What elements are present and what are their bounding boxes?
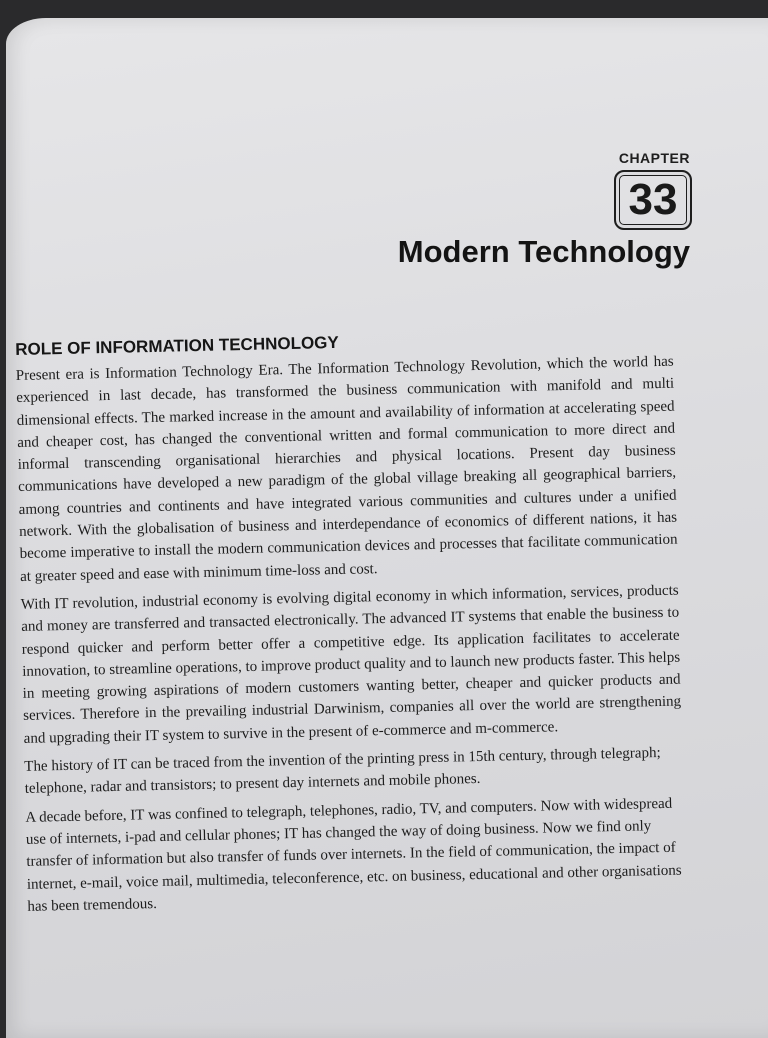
paragraph-history: The history of IT can be traced from the invention of the printing press in 15th century, through telegraph; telephone, radar and transistors; to present day internets and mobile phones.: [24, 745, 661, 798]
section-heading: ROLE OF INFORMATION TECHNOLOGY: [15, 332, 339, 359]
chapter-title: Modern Technology: [397, 234, 690, 269]
paragraph-digital-economy: With IT revolution, industrial economy is evolving digital economy in which information, services, products and money are transferred and transacted electronically. The advanced IT systems that enable the business to respond quicker and perform better offer a competitive edge. Its application facilitates to accelerate innovation, to streamline operations, to improve product quality and to launch new products faster. This helps in meeting growing aspirations of modern customers wanting better, cheaper and quicker products and services. Therefore in the prevailing industrial Darwinism, companies all over the world are strengthening and upgrading their IT system to survive in the present of e-commerce and m-commerce.: [20, 582, 682, 747]
page-content: [15, 326, 686, 924]
paragraph-decade-before: A decade before, IT was confined to telegraph, telephones, radio, TV, and computers. Now with widespread use of internets, i-pad and cellular phones; IT has changed the way of doing business. Now we find only transfer of information but also transfer of funds over internets. In the field of communication, the impact of internet, e-mail, voice mail, multimedia, teleconference, etc. on business, educational and other organisations has been tremendous.: [25, 795, 682, 915]
paragraph-it-era: Present era is Information Technology Era. The Information Technology Revolution, which the world has experienced in last decade, has transformed the business communication with manifold and multi dimensional effects. The marked increase in the amount and availability of information at accelerating speed and cheaper cost, has changed the conventional written and formal communication to more direct and informal transcending organisational hierarchies and physical locations. Present day business communications have developed a new paradigm of the global village breaking all geographical barriers, among countries and continents and have integrated various communities and cultures under a unified network. With the globalisation of business and interdependance of economics of different nations, it has become imperative to install the modern communication devices and processes that facilitate communication at greater speed and ease with minimum time-loss and cost.: [15, 353, 678, 585]
chapter-number: 33: [614, 170, 692, 230]
chapter-label: CHAPTER: [618, 150, 690, 166]
